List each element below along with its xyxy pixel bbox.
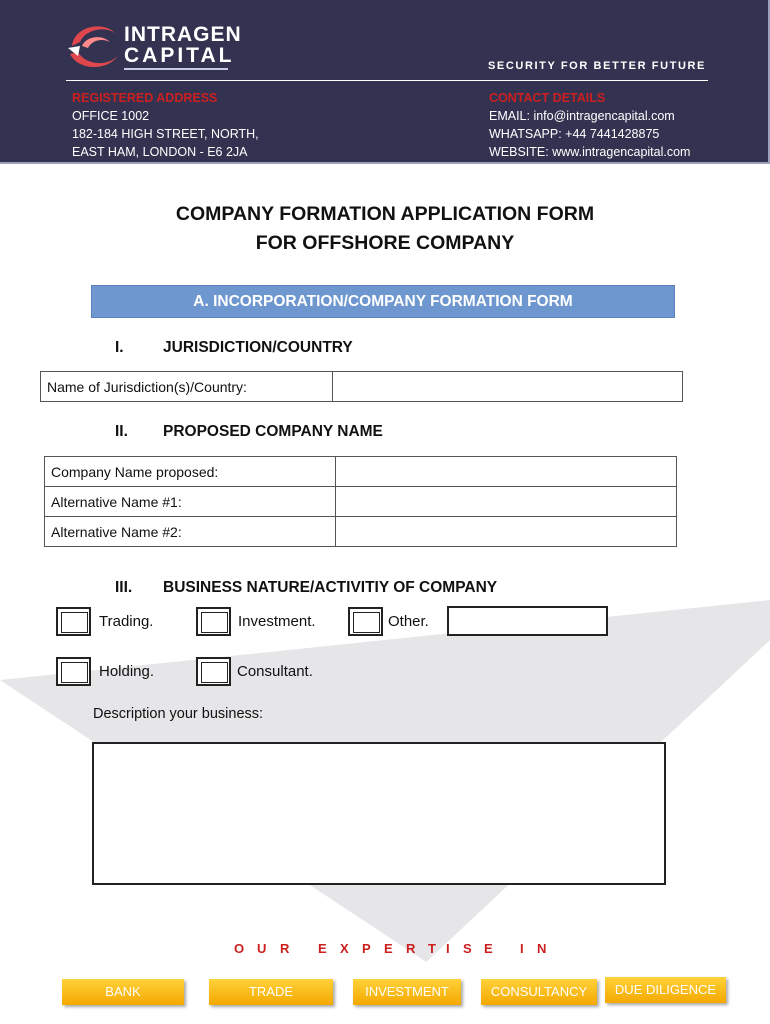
- jurisdiction-table: [40, 371, 683, 402]
- expertise-letter: I: [446, 941, 450, 956]
- brand-name-line2: CAPITAL: [124, 44, 235, 67]
- alternative-name-2-input[interactable]: [336, 517, 677, 547]
- company-name-label: Company Name proposed:: [45, 457, 336, 487]
- company-logo: [64, 16, 264, 76]
- jurisdiction-label: Name of Jurisdiction(s)/Country:: [41, 372, 333, 402]
- contact-title: CONTACT DETAILS: [489, 91, 606, 105]
- bank-button[interactable]: BANK: [62, 979, 184, 1005]
- company-name-num: II.: [115, 423, 128, 440]
- company-name-input[interactable]: [336, 457, 677, 487]
- expertise-letter: R: [280, 941, 290, 956]
- expertise-letter: O: [234, 941, 245, 956]
- address-line2: 182-184 HIGH STREET, NORTH,: [72, 127, 259, 141]
- trading-label: Trading.: [99, 613, 154, 630]
- alternative-name-1-input[interactable]: [336, 487, 677, 517]
- alternative-name-1-label: Alternative Name #1:: [45, 487, 336, 517]
- contact-website[interactable]: WEBSITE: www.intragencapital.com: [489, 145, 691, 159]
- table-row: [41, 372, 683, 402]
- address-line3: EAST HAM, LONDON - E6 2JA: [72, 145, 248, 159]
- expertise-letter: P: [362, 941, 371, 956]
- intragen-logo-icon: [64, 16, 122, 74]
- registered-address: [72, 89, 259, 161]
- due-diligence-button[interactable]: DUE DILIGENCE: [605, 977, 726, 1003]
- consultant-label: Consultant.: [237, 663, 313, 680]
- contact-email[interactable]: EMAIL: info@intragencapital.com: [489, 109, 675, 123]
- alternative-name-2-label: Alternative Name #2:: [45, 517, 336, 547]
- investment-label: Investment.: [238, 613, 316, 630]
- other-label: Other.: [388, 613, 429, 630]
- company-name-heading: [115, 423, 383, 441]
- expertise-letter: T: [428, 941, 436, 956]
- contact-details: [489, 89, 690, 161]
- contact-whatsapp[interactable]: WHATSAPP: +44 7441428875: [489, 127, 660, 141]
- description-textarea[interactable]: [92, 742, 666, 885]
- investment-checkbox[interactable]: [196, 607, 231, 636]
- section-banner: A. INCORPORATION/COMPANY FORMATION FORM: [91, 285, 675, 318]
- business-nature-heading-text: BUSINESS NATURE/ACTIVITIY OF COMPANY: [163, 579, 498, 596]
- expertise-letter: I: [520, 941, 524, 956]
- table-row: [45, 517, 677, 547]
- expertise-letter: R: [406, 941, 416, 956]
- form-title-line1: COMPANY FORMATION APPLICATION FORM: [175, 203, 595, 225]
- table-row: [45, 487, 677, 517]
- jurisdiction-heading: [115, 339, 353, 357]
- address-title: REGISTERED ADDRESS: [72, 91, 218, 105]
- tagline: SECURITY FOR BETTER FUTURE: [487, 60, 706, 72]
- expertise-letter: S: [463, 941, 472, 956]
- expertise-letter: E: [384, 941, 393, 956]
- jurisdiction-input[interactable]: [333, 372, 683, 402]
- expertise-letter: N: [537, 941, 547, 956]
- investment-button[interactable]: INVESTMENT: [353, 979, 461, 1005]
- header-divider: [66, 80, 708, 81]
- jurisdiction-heading-text: JURISDICTION/COUNTRY: [163, 339, 353, 356]
- trading-checkbox[interactable]: [56, 607, 91, 636]
- expertise-letter: U: [257, 941, 267, 956]
- brand-underline: [124, 68, 228, 70]
- company-name-heading-text: PROPOSED COMPANY NAME: [163, 423, 383, 440]
- jurisdiction-num: I.: [115, 339, 124, 356]
- description-label: Description your business:: [93, 706, 264, 722]
- other-input[interactable]: [447, 606, 608, 636]
- table-row: [45, 457, 677, 487]
- form-title-line2: FOR OFFSHORE COMPANY: [255, 232, 515, 254]
- business-nature-heading: [115, 579, 497, 597]
- company-name-table: [44, 456, 677, 547]
- trade-button[interactable]: TRADE: [209, 979, 333, 1005]
- other-checkbox[interactable]: [348, 607, 383, 636]
- brand-name-line1: INTRAGEN: [124, 23, 242, 46]
- expertise-letter: E: [318, 941, 327, 956]
- expertise-letter: X: [340, 941, 349, 956]
- holding-checkbox[interactable]: [56, 657, 91, 686]
- holding-label: Holding.: [99, 663, 155, 680]
- business-nature-num: III.: [115, 579, 133, 596]
- expertise-letter: E: [484, 941, 493, 956]
- consultancy-button[interactable]: CONSULTANCY: [481, 979, 597, 1005]
- consultant-checkbox[interactable]: [196, 657, 231, 686]
- page-header: [0, 0, 770, 164]
- form-title: [0, 200, 770, 258]
- address-line1: OFFICE 1002: [72, 109, 150, 123]
